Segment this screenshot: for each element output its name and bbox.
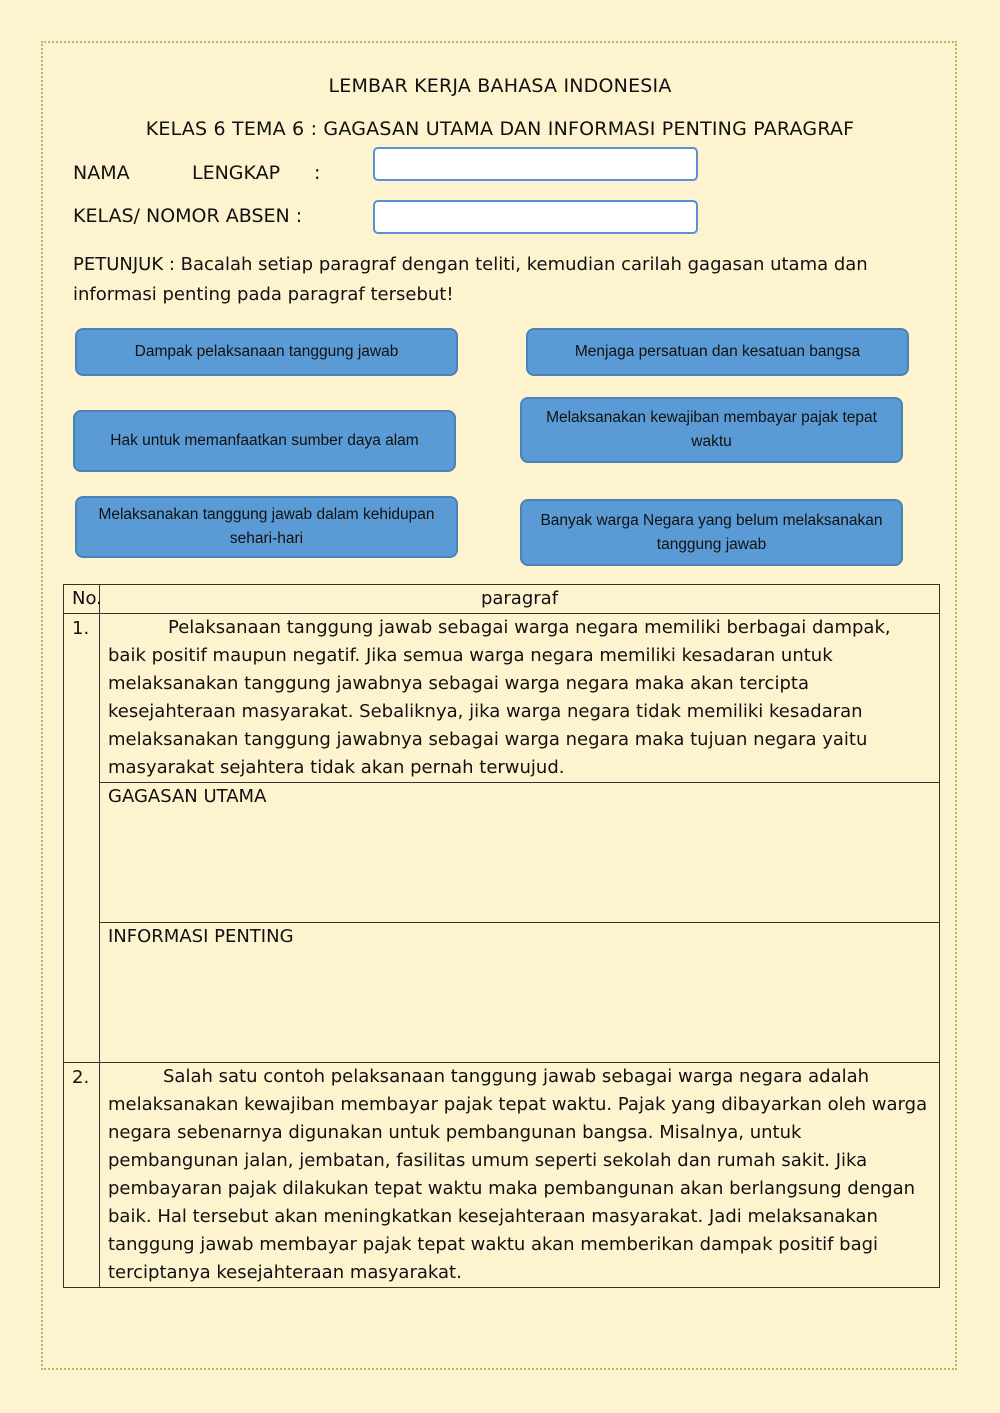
worksheet-title: LEMBAR KERJA BAHASA INDONESIA bbox=[328, 75, 672, 97]
class-number-input[interactable] bbox=[373, 200, 698, 234]
answer-chip[interactable]: Menjaga persatuan dan kesatuan bangsa bbox=[526, 328, 909, 376]
row-number: 1. bbox=[64, 614, 100, 1063]
answer-chip[interactable]: Banyak warga Negara yang belum melaksanakan tanggung jawab bbox=[520, 499, 903, 566]
name-label-part2: LENGKAP bbox=[192, 162, 281, 184]
important-info-label: INFORMASI PENTING bbox=[108, 926, 294, 947]
table-row bbox=[64, 923, 940, 1063]
table-row bbox=[64, 783, 940, 923]
table-header-row bbox=[64, 585, 940, 614]
paragraph-text: Pelaksanaan tanggung jawab sebagai warga negara memiliki berbagai dampak, baik positif maupun negatif. Jika semua warga negara memiliki kesadaran untuk melaksanakan tanggung jawabnya sebagai warga negara maka akan tercipta kesejahteraan masyarakat. Sebaliknya, jika warga negara tidak memiliki kesadaran melaksanakan tanggung jawabnya sebagai warga negara maka tujuan negara yaitu masyarakat sejahtera tidak akan pernah terwujud. bbox=[100, 614, 940, 783]
column-header-no: No. bbox=[64, 585, 100, 614]
worksheet-table bbox=[63, 584, 940, 1288]
table-row bbox=[64, 1063, 940, 1288]
name-label-part1: NAMA bbox=[73, 162, 130, 184]
answer-chip[interactable]: Melaksanakan kewajiban membayar pajak tepat waktu bbox=[520, 397, 903, 463]
answer-chip[interactable]: Dampak pelaksanaan tanggung jawab bbox=[75, 328, 458, 376]
table-row bbox=[64, 614, 940, 783]
answer-chip[interactable]: Hak untuk memanfaatkan sumber daya alam bbox=[73, 410, 456, 472]
main-idea-drop-area[interactable] bbox=[108, 811, 935, 920]
answer-chip[interactable]: Melaksanakan tanggung jawab dalam kehidupan sehari-hari bbox=[75, 496, 458, 558]
main-idea-cell bbox=[100, 783, 940, 923]
name-label-colon: : bbox=[314, 162, 321, 184]
instruction-text: PETUNJUK : Bacalah setiap paragraf dengan teliti, kemudian carilah gagasan utama dan informasi penting pada paragraf tersebut! bbox=[73, 254, 868, 305]
column-header-paragraph: paragraf bbox=[100, 585, 940, 614]
main-idea-label: GAGASAN UTAMA bbox=[108, 786, 267, 807]
row-number: 2. bbox=[64, 1063, 100, 1288]
paragraph-text: Salah satu contoh pelaksanaan tanggung jawab sebagai warga negara adalah melaksanakan kewajiban membayar pajak tepat waktu. Pajak yang dibayarkan oleh warga negara sebenarnya digunakan untuk pembangunan bangsa. Misalnya, untuk pembangunan jalan, jembatan, fasilitas umum seperti sekolah dan rumah sakit. Jika pembayaran pajak dilakukan tepat waktu maka pembangunan akan berlangsung dengan baik. Hal tersebut akan meningkatkan kesejahteraan masyarakat. Jadi melaksanakan tanggung jawab membayar pajak tepat waktu akan memberikan dampak positif bagi terciptanya kesejahteraan masyarakat. bbox=[100, 1063, 940, 1288]
important-info-cell bbox=[100, 923, 940, 1063]
full-name-input[interactable] bbox=[373, 147, 698, 181]
class-label: KELAS/ NOMOR ABSEN : bbox=[73, 205, 303, 227]
important-info-drop-area[interactable] bbox=[108, 951, 935, 1060]
worksheet-subtitle: KELAS 6 TEMA 6 : GAGASAN UTAMA DAN INFORMASI PENTING PARAGRAF bbox=[145, 118, 855, 140]
